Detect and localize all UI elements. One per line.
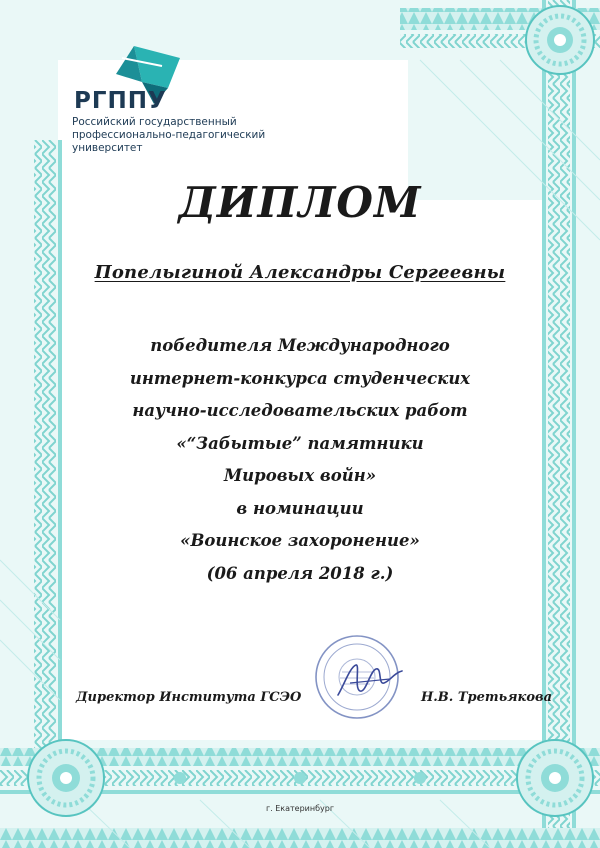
diploma-title: ДИПЛОМ <box>178 178 422 227</box>
award-text-line: научно-исследовательских работ <box>132 401 468 420</box>
city-label: г. Екатеринбург <box>265 804 335 813</box>
signature <box>330 655 410 705</box>
university-name-line: Российский государственный <box>72 116 237 128</box>
award-text-line: победителя Международного <box>150 336 450 355</box>
signatory-position: Директор Института ГСЭО <box>76 690 302 705</box>
award-text-line: (06 апреля 2018 г.) <box>206 563 394 583</box>
recipient-name: Попелыгиной Александры Сергеевны <box>94 262 506 283</box>
award-text-line: «“Забытые” памятники <box>176 433 424 453</box>
signatory-name: Н.В. Третьякова <box>421 690 552 705</box>
university-name <box>72 116 292 155</box>
university-name-line: университет <box>72 142 143 154</box>
award-text-line: интернет-конкурса студенческих <box>129 368 471 388</box>
award-text-line: в номинации <box>236 498 364 518</box>
award-text-line: Мировых войн» <box>223 466 377 485</box>
logo-abbreviation: РГППУ <box>74 88 167 114</box>
university-name-line: профессионально-педагогический <box>72 129 266 141</box>
award-text-line: «Воинское захоронение» <box>180 531 420 550</box>
recipient-line <box>0 262 600 283</box>
award-text <box>80 330 520 590</box>
